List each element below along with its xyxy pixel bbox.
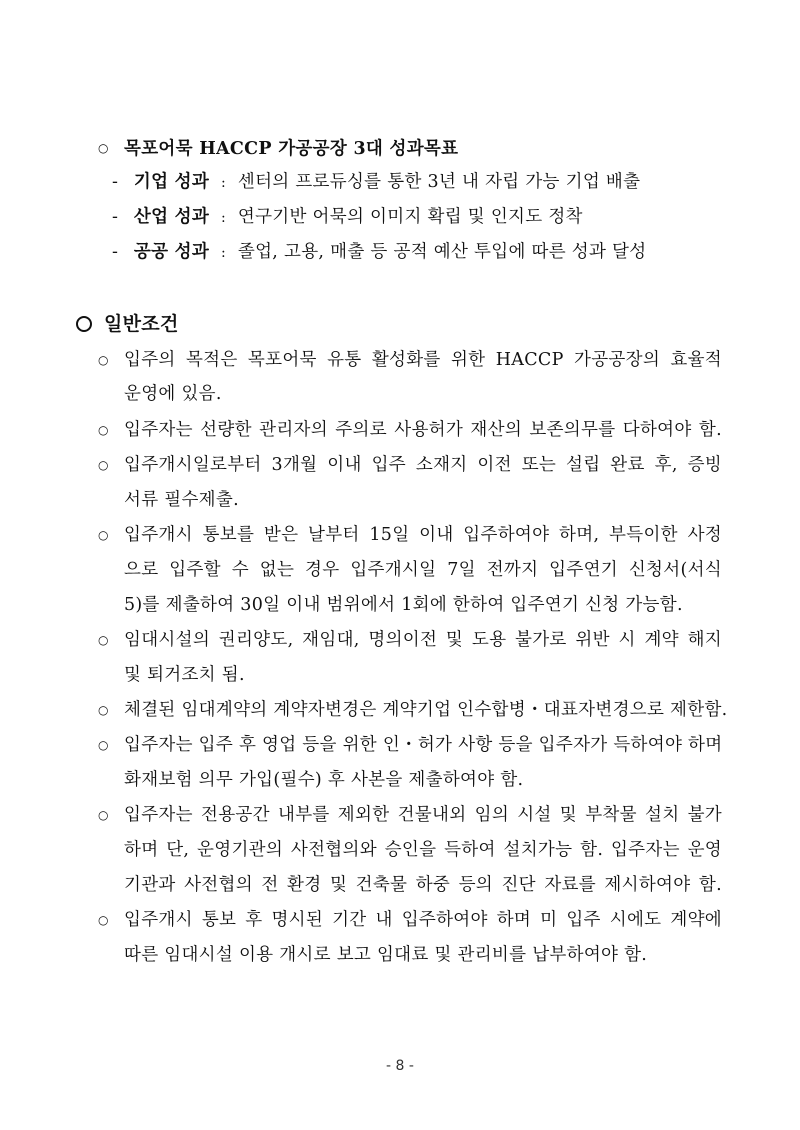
goal-item [112, 240, 646, 265]
general-conditions-heading [76, 312, 179, 336]
goal-text: 센터의 프로듀싱를 통한 3년 내 자립 가능 기업 배출 [237, 172, 641, 192]
condition-text-line: 화재보험 의무 가입(필수) 후 사본을 제출하여야 함. [124, 770, 524, 790]
goals-heading [98, 136, 458, 161]
small-circle-bullet-icon: ○ [98, 738, 109, 752]
condition-text-line: 입주개시일로부터 3개월 이내 입주 소재지 이전 또는 설립 완료 후, 증빙 [124, 455, 722, 475]
goal-item [112, 170, 640, 195]
goal-item [112, 205, 583, 230]
small-circle-bullet-icon: ○ [98, 423, 109, 437]
condition-text-line: 기관과 사전협의 전 환경 및 건축물 하중 등의 진단 자료를 제시하여야 함. [124, 875, 722, 895]
general-conditions-title: 일반조건 [104, 313, 179, 335]
condition-text-line: 따른 임대시설 이용 개시로 보고 임대료 및 관리비를 납부하여야 함. [124, 945, 648, 965]
goal-label: 산업 성과 [133, 207, 210, 227]
goal-text: 졸업, 고용, 매출 등 공적 예산 투입에 따른 성과 달성 [237, 242, 647, 262]
condition-item [98, 418, 124, 443]
condition-text-line: 운영에 있음. [124, 384, 222, 404]
condition-item [98, 348, 124, 373]
goals-title: 목포어묵 HACCP 가공공장 3대 성과목표 [124, 139, 459, 159]
condition-text-line: 5)를 제출하여 30일 이내 범위에서 1회에 한하여 입주연기 신청 가능함. [124, 595, 683, 615]
small-circle-bullet-icon: ○ [98, 528, 109, 542]
condition-item [98, 628, 124, 653]
goal-text: 연구기반 어묵의 이미지 확립 및 인지도 정착 [237, 207, 583, 227]
goal-label: 공공 성과 [133, 242, 210, 262]
small-circle-bullet-icon: ○ [98, 633, 109, 647]
condition-item [98, 698, 124, 723]
small-circle-bullet-icon: ○ [98, 353, 109, 367]
large-circle-bullet-icon [76, 316, 92, 332]
small-circle-bullet-icon: ○ [98, 703, 109, 717]
goal-separator: : [220, 245, 226, 261]
small-circle-bullet-icon: ○ [98, 913, 109, 927]
dash-bullet-icon: - [112, 242, 119, 262]
condition-text-line: 입주자는 전용공간 내부를 제외한 건물내외 임의 시설 및 부착물 설치 불가 [124, 805, 722, 825]
condition-text-line: 체결된 임대계약의 계약자변경은 계약기업 인수합병・대표자변경으로 제한함. [124, 700, 728, 720]
condition-text-line: 및 퇴거조치 됨. [124, 665, 245, 685]
condition-text-line: 하며 단, 운영기관의 사전협의와 승인을 득하여 설치가능 함. 입주자는 운영 [124, 840, 722, 860]
dash-bullet-icon: - [112, 172, 119, 192]
goal-separator: : [220, 175, 226, 191]
small-circle-bullet-icon: ○ [98, 808, 109, 822]
condition-text-line: 으로 입주할 수 없는 경우 입주개시일 7일 전까지 입주연기 신청서(서식 [124, 560, 722, 580]
condition-text-line: 입주의 목적은 목포어묵 유통 활성화를 위한 HACCP 가공공장의 효율적 [124, 350, 722, 370]
page-number: - 8 - [386, 1058, 414, 1074]
condition-item [98, 453, 124, 478]
condition-item [98, 733, 124, 758]
goal-label: 기업 성과 [133, 172, 210, 192]
small-circle-bullet-icon: ○ [98, 141, 109, 155]
condition-text-line: 임대시설의 권리양도, 재임대, 명의이전 및 도용 불가로 위반 시 계약 해지 [124, 630, 722, 650]
condition-text-line: 입주자는 입주 후 영업 등을 위한 인・허가 사항 등을 입주자가 득하여야 하며 [124, 735, 723, 755]
condition-text-line: 입주개시 통보 후 명시된 기간 내 입주하여야 하며 미 입주 시에도 계약에 [124, 910, 722, 930]
condition-item [98, 908, 124, 933]
condition-text-line: 서류 필수제출. [124, 490, 239, 510]
condition-item [98, 523, 124, 548]
small-circle-bullet-icon: ○ [98, 458, 109, 472]
condition-item [98, 803, 124, 828]
condition-text-line: 입주개시 통보를 받은 날부터 15일 이내 입주하여야 하며, 부득이한 사정 [124, 525, 722, 545]
condition-text-line: 입주자는 선량한 관리자의 주의로 사용허가 재산의 보존의무를 다하여야 함. [124, 420, 722, 440]
dash-bullet-icon: - [112, 207, 119, 227]
goal-separator: : [220, 210, 226, 226]
